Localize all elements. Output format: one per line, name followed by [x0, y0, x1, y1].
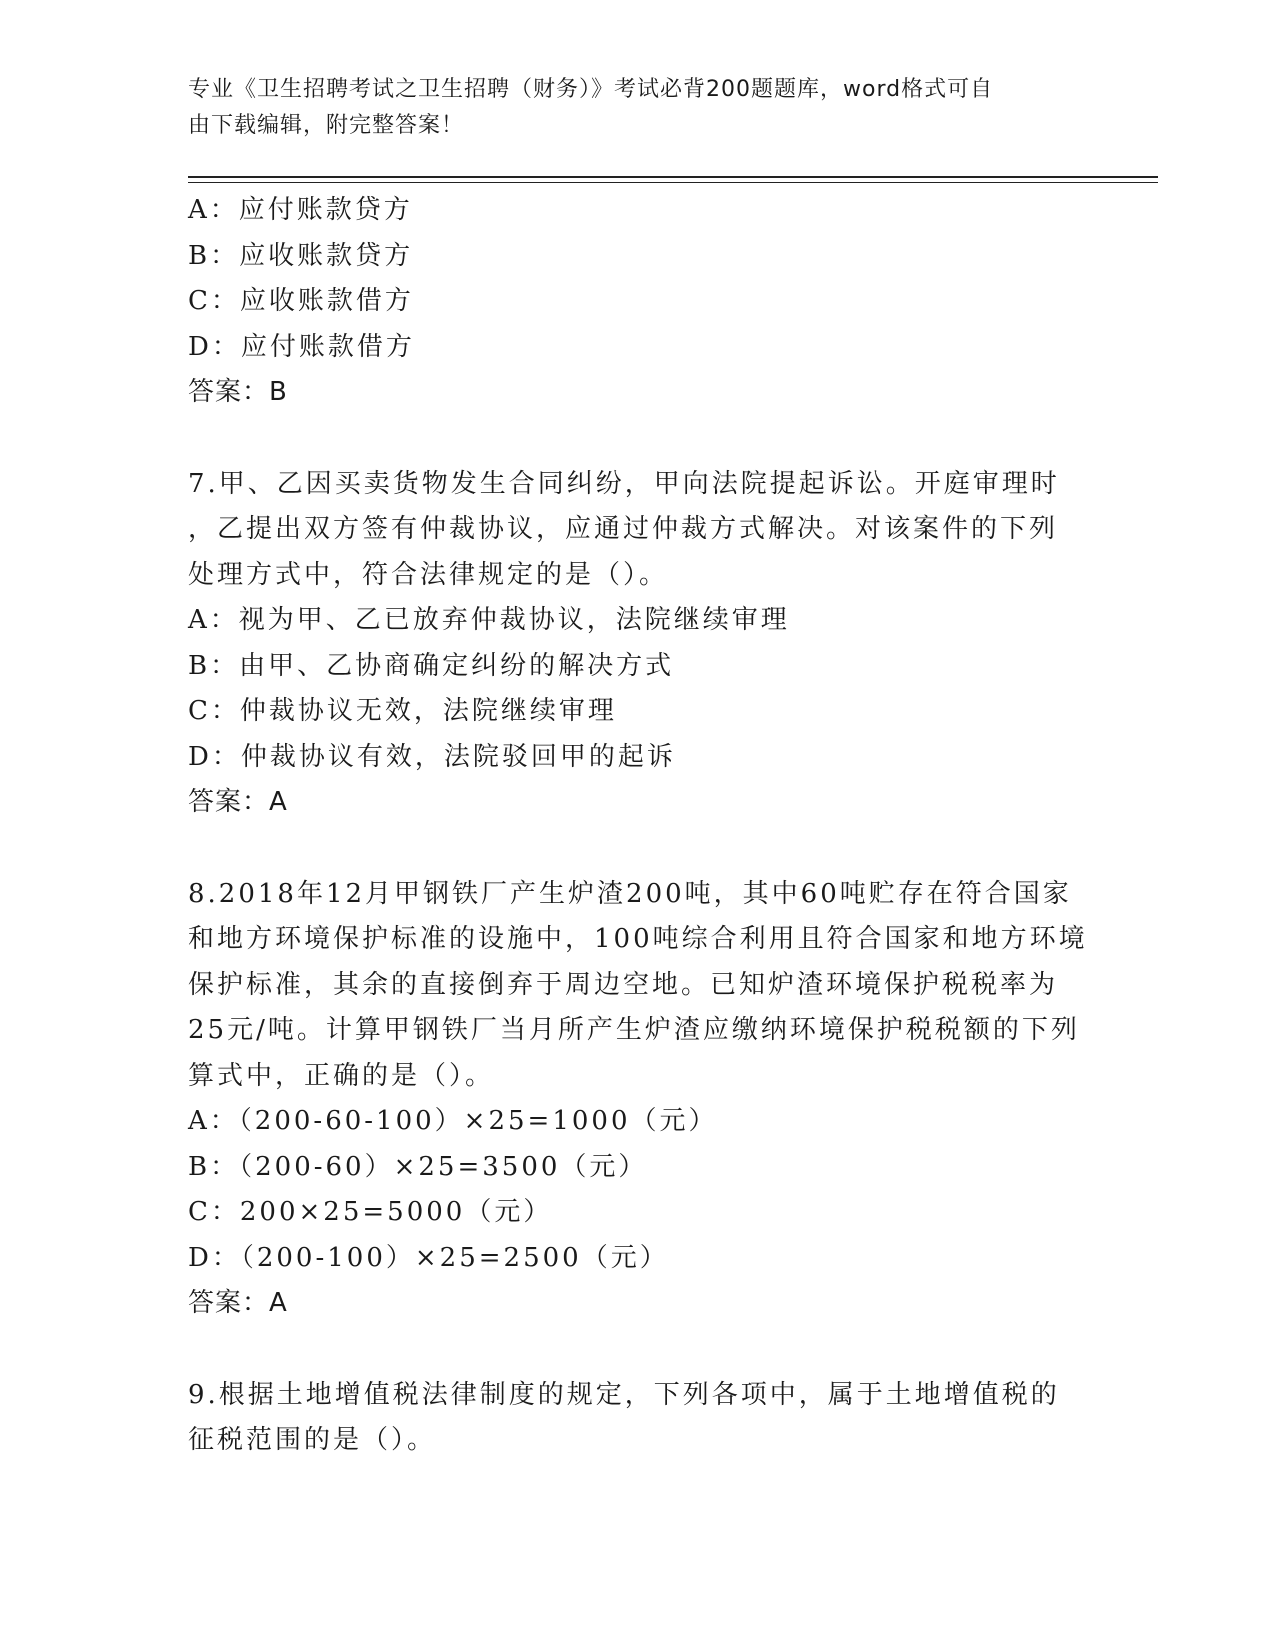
option-c: C：200×25=5000（元） — [188, 1197, 553, 1227]
question-text-line: 7.甲、乙因买卖货物发生合同纠纷，甲向法院提起诉讼。开庭审理时 — [188, 468, 1060, 499]
option-a: A：视为甲、乙已放弃仲裁协议，法院继续审理 — [188, 605, 790, 635]
option-d: D：应付账款借方 — [188, 331, 415, 362]
option-a: A：应付账款贷方 — [188, 195, 413, 225]
question-block-7 — [188, 462, 1088, 826]
header-line-2: 由下载编辑，附完整答案！ — [188, 113, 465, 138]
question-text-line: 保护标准，其余的直接倒弃于周边空地。已知炉渣环境保护税税率为 — [188, 969, 1059, 1000]
header-line-1: 专业《卫生招聘考试之卫生招聘（财务）》考试必背200题题库，word格式可自 — [188, 77, 994, 102]
question-text-line: 25元/吨。计算甲钢铁厂当月所产生炉渣应缴纳环境保护税税额的下列 — [188, 1015, 1080, 1045]
answer-line: 答案：B — [188, 377, 288, 407]
answer-line: 答案：A — [188, 1288, 288, 1318]
answer-line: 答案：A — [188, 787, 288, 817]
option-d: D：仲裁协议有效，法院驳回甲的起诉 — [188, 741, 676, 772]
document-header — [188, 72, 1088, 144]
header-rule-thick — [188, 176, 1158, 178]
question-block-8 — [188, 872, 1088, 1327]
option-d: D：（200-100）×25=2500（元） — [188, 1242, 669, 1273]
question-text-line: 处理方式中，符合法律规定的是（）。 — [188, 559, 669, 590]
question-block-6 — [188, 188, 1088, 416]
option-b: B：（200-60）×25=3500（元） — [188, 1151, 648, 1182]
option-b: B：应收账款贷方 — [188, 240, 414, 271]
document-body — [188, 188, 1088, 1464]
question-block-9 — [188, 1373, 1088, 1464]
question-text-line: 8.2018年12月甲钢铁厂产生炉渣200吨，其中60吨贮存在符合国家 — [188, 878, 1072, 909]
option-a: A：（200-60-100）×25=1000（元） — [188, 1106, 718, 1136]
option-c: C：仲裁协议无效，法院继续审理 — [188, 696, 617, 726]
option-c: C：应收账款借方 — [188, 286, 414, 316]
option-b: B：由甲、乙协商确定纠纷的解决方式 — [188, 650, 675, 681]
header-rule-thin — [188, 182, 1158, 183]
question-text-line: ，乙提出双方签有仲裁协议，应通过仲裁方式解决。对该案件的下列 — [188, 514, 1059, 544]
question-text-line: 算式中，正确的是（）。 — [188, 1060, 495, 1091]
question-text-line: 征税范围的是（）。 — [188, 1425, 437, 1455]
question-text-line: 9.根据土地增值税法律制度的规定，下列各项中，属于土地增值税的 — [188, 1379, 1060, 1410]
question-text-line: 和地方环境保护标准的设施中，100吨综合利用且符合国家和地方环境 — [188, 924, 1088, 954]
